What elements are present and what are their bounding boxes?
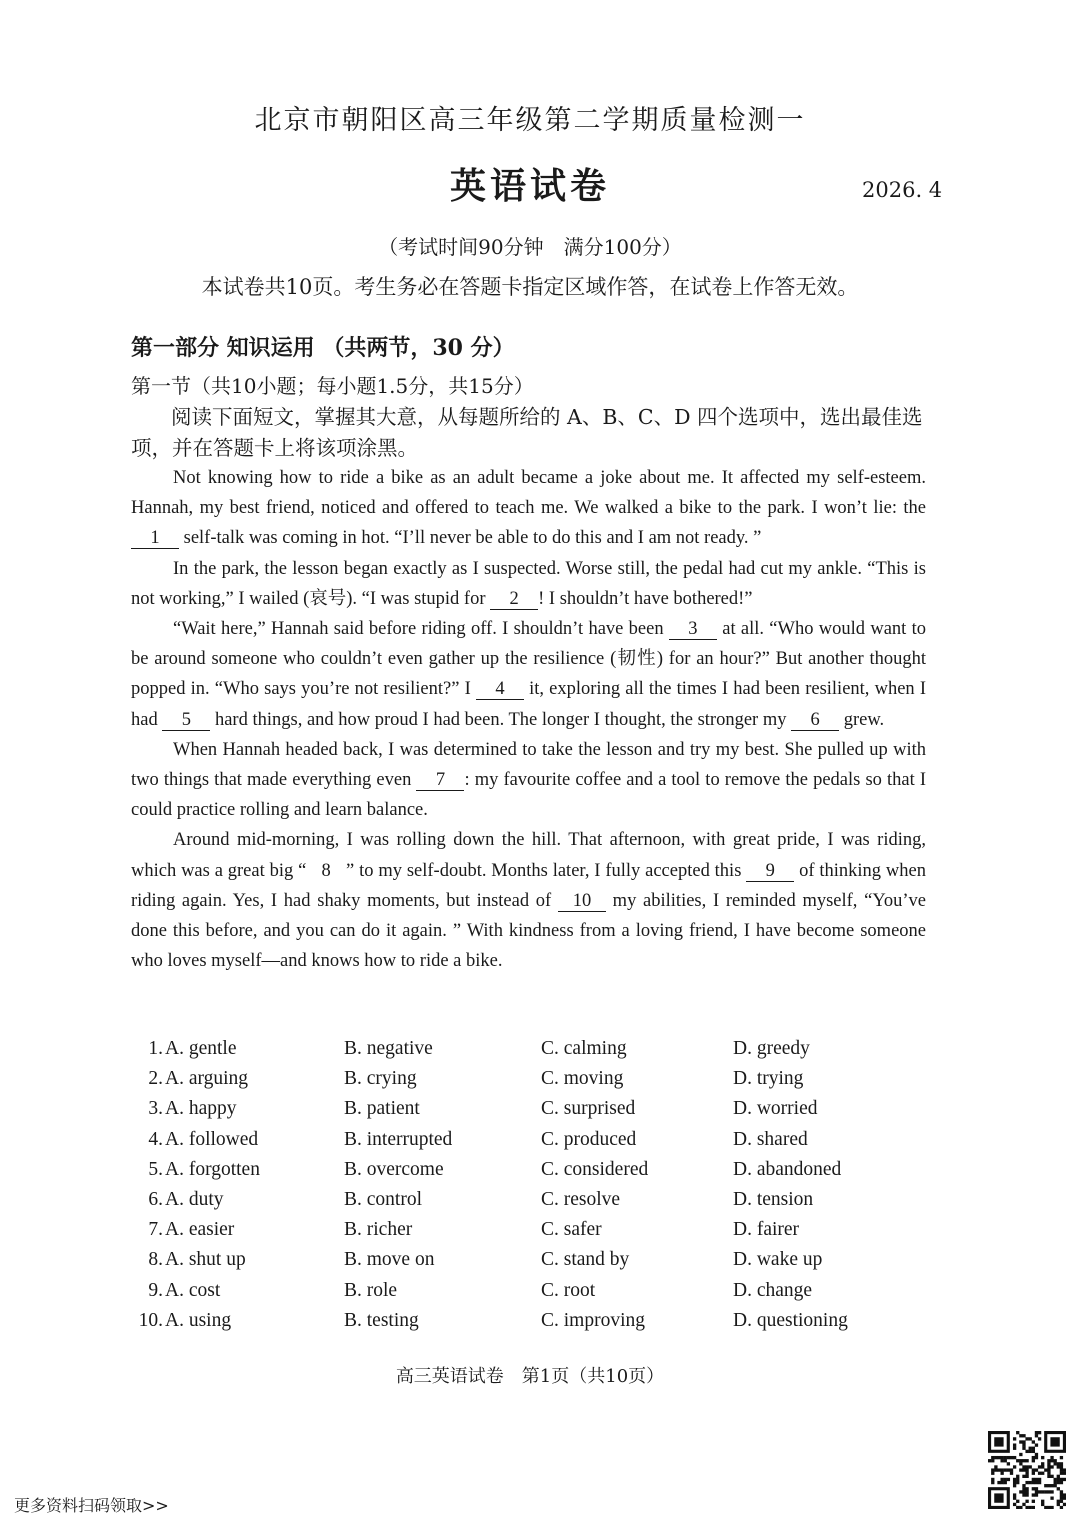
- option-c: C. produced: [541, 1128, 637, 1150]
- blank-5: 5: [162, 711, 210, 731]
- blank-3: 3: [669, 620, 717, 640]
- question-number: 2.: [148, 1068, 163, 1090]
- passage-paragraph: “Wait here,” Hannah said before riding off. I shouldn’t have been 3 at all. “Who would want to be around someone who couldn’t even gather up the resilience (韧性) for an hour?” But another thought popped in. “Who says you’re not resilient?” I 4 it, exploring all the times I had been resilient, when I had 5 hard things, and how proud I had been. The longer I thought, the stronger my 6 grew.: [131, 619, 926, 730]
- promo-link[interactable]: 更多资料扫码领取>>: [14, 1496, 169, 1515]
- exam-title: 英语试卷: [449, 165, 610, 207]
- option-row: [131, 1129, 931, 1159]
- blank-4: 4: [476, 680, 524, 700]
- option-b: B. move on: [344, 1249, 435, 1271]
- question-number: 3.: [148, 1098, 163, 1120]
- passage-paragraph: In the park, the lesson began exactly as I suspected. Worse still, the pedal had cut my ankle. “This is not working,” I wailed (哀号). “I was stupid for 2 ! I shouldn’t have bothered!”: [131, 558, 926, 609]
- question-number: 1.: [148, 1038, 163, 1059]
- option-c: C. improving: [541, 1309, 646, 1331]
- question-number: 7.: [148, 1219, 163, 1241]
- option-a: A. using: [165, 1309, 232, 1331]
- part-heading: 第一部分 知识运用 （共两节，30 分）: [131, 335, 515, 361]
- blank-6: 6: [791, 711, 839, 731]
- option-a: A. cost: [165, 1279, 221, 1301]
- exam-info: （考试时间90分钟 满分100分）: [378, 235, 682, 259]
- blank-9: 9: [746, 862, 794, 882]
- option-row: [131, 1159, 931, 1189]
- question-number: 4.: [148, 1128, 163, 1150]
- option-d: D. change: [733, 1279, 813, 1301]
- exam-notice: 本试卷共10页。考生务必在答题卡指定区域作答，在试卷上作答无效。: [201, 275, 859, 299]
- option-a: A. duty: [165, 1188, 224, 1210]
- option-c: C. root: [541, 1279, 596, 1301]
- option-d: D. questioning: [733, 1309, 848, 1331]
- passage-paragraph: When Hannah headed back, I was determined to take the lesson and try my best. She pulled up with two things that made everything even 7 : my favourite coffee and a tool to remove the pedals so that I could practice rolling and learn balance.: [131, 739, 927, 821]
- option-a: A. forgotten: [165, 1158, 260, 1180]
- option-b: B. overcome: [344, 1158, 444, 1180]
- option-a: A. easier: [165, 1219, 235, 1241]
- option-row: [131, 1038, 931, 1068]
- option-a: A. shut up: [165, 1249, 246, 1271]
- passage-paragraph: Around mid-morning, I was rolling down the hill. That afternoon, with great pride, I was riding, which was a great big “ 8 ” to my self-doubt. Months later, I fully accepted this 9 of thinking when riding again. Yes, I had shaky moments, but instead of 10 my abilities, I reminded myself, “You’ve done this before, and you can do it again. ” With kindness from a loving friend, I have become someone who loves myself—and knows how to ride a bike.: [131, 830, 926, 972]
- question-number: 6.: [148, 1188, 163, 1210]
- option-c: C. resolve: [541, 1188, 621, 1210]
- option-row: [131, 1310, 931, 1340]
- option-c: C. moving: [541, 1068, 624, 1090]
- option-a: A. gentle: [165, 1038, 237, 1059]
- blank-2: 2: [490, 590, 538, 610]
- blank-1: 1: [131, 529, 179, 549]
- option-d: D. wake up: [733, 1249, 823, 1271]
- option-row: [131, 1098, 931, 1128]
- question-number: 8.: [148, 1249, 163, 1271]
- answer-options: [131, 1038, 931, 1340]
- instructions: 阅读下面短文，掌握其大意，从每题所给的 A、B、C、D 四个选项中，选出最佳选项，并在答题卡上将该项涂黑。: [131, 405, 923, 460]
- option-a: A. followed: [165, 1128, 259, 1150]
- option-d: D. worried: [733, 1098, 818, 1120]
- option-b: B. negative: [344, 1038, 433, 1059]
- option-row: [131, 1249, 931, 1279]
- option-d: D. abandoned: [733, 1158, 842, 1180]
- qr-code-icon[interactable]: [988, 1431, 1066, 1509]
- option-row: [131, 1280, 931, 1310]
- option-a: A. arguing: [165, 1068, 249, 1090]
- section-heading: 第一节（共10小题；每小题1.5分，共15分）: [131, 374, 534, 398]
- option-row: [131, 1068, 931, 1098]
- option-c: C. surprised: [541, 1098, 636, 1120]
- option-b: B. crying: [344, 1068, 417, 1090]
- exam-date: 2026. 4: [862, 178, 943, 202]
- option-c: C. considered: [541, 1158, 649, 1180]
- option-c: C. safer: [541, 1219, 602, 1241]
- question-number: 10.: [138, 1309, 163, 1331]
- option-b: B. interrupted: [344, 1128, 453, 1150]
- option-row: [131, 1219, 931, 1249]
- passage-paragraph: Not knowing how to ride a bike as an adult became a joke about me. It affected my self-esteem. Hannah, my best friend, noticed and offered to teach me. We walked a bike to the park. I won’t lie: the 1 self-talk was coming in hot. “I’ll never be able to do this and I am not ready. ”: [131, 468, 926, 549]
- option-d: D. trying: [733, 1068, 804, 1090]
- blank-10: 10: [558, 892, 606, 912]
- option-c: C. calming: [541, 1038, 627, 1059]
- page-footer: 高三英语试卷 第1页（共10页）: [395, 1366, 665, 1387]
- option-c: C. stand by: [541, 1249, 630, 1271]
- option-d: D. shared: [733, 1128, 808, 1150]
- question-number: 5.: [148, 1158, 163, 1180]
- option-b: B. patient: [344, 1098, 420, 1120]
- option-d: D. tension: [733, 1188, 814, 1210]
- reading-passage: [131, 463, 926, 976]
- blank-8: 8: [321, 860, 331, 881]
- option-a: A. happy: [165, 1098, 237, 1120]
- option-b: B. control: [344, 1188, 422, 1210]
- blank-7: 7: [416, 771, 464, 791]
- option-b: B. richer: [344, 1219, 413, 1241]
- option-b: B. testing: [344, 1309, 419, 1331]
- option-b: B. role: [344, 1279, 398, 1301]
- option-d: D. greedy: [733, 1038, 810, 1059]
- option-row: [131, 1189, 931, 1219]
- header-title: 北京市朝阳区高三年级第二学期质量检测一: [254, 105, 806, 136]
- option-d: D. fairer: [733, 1219, 800, 1241]
- question-number: 9.: [148, 1279, 163, 1301]
